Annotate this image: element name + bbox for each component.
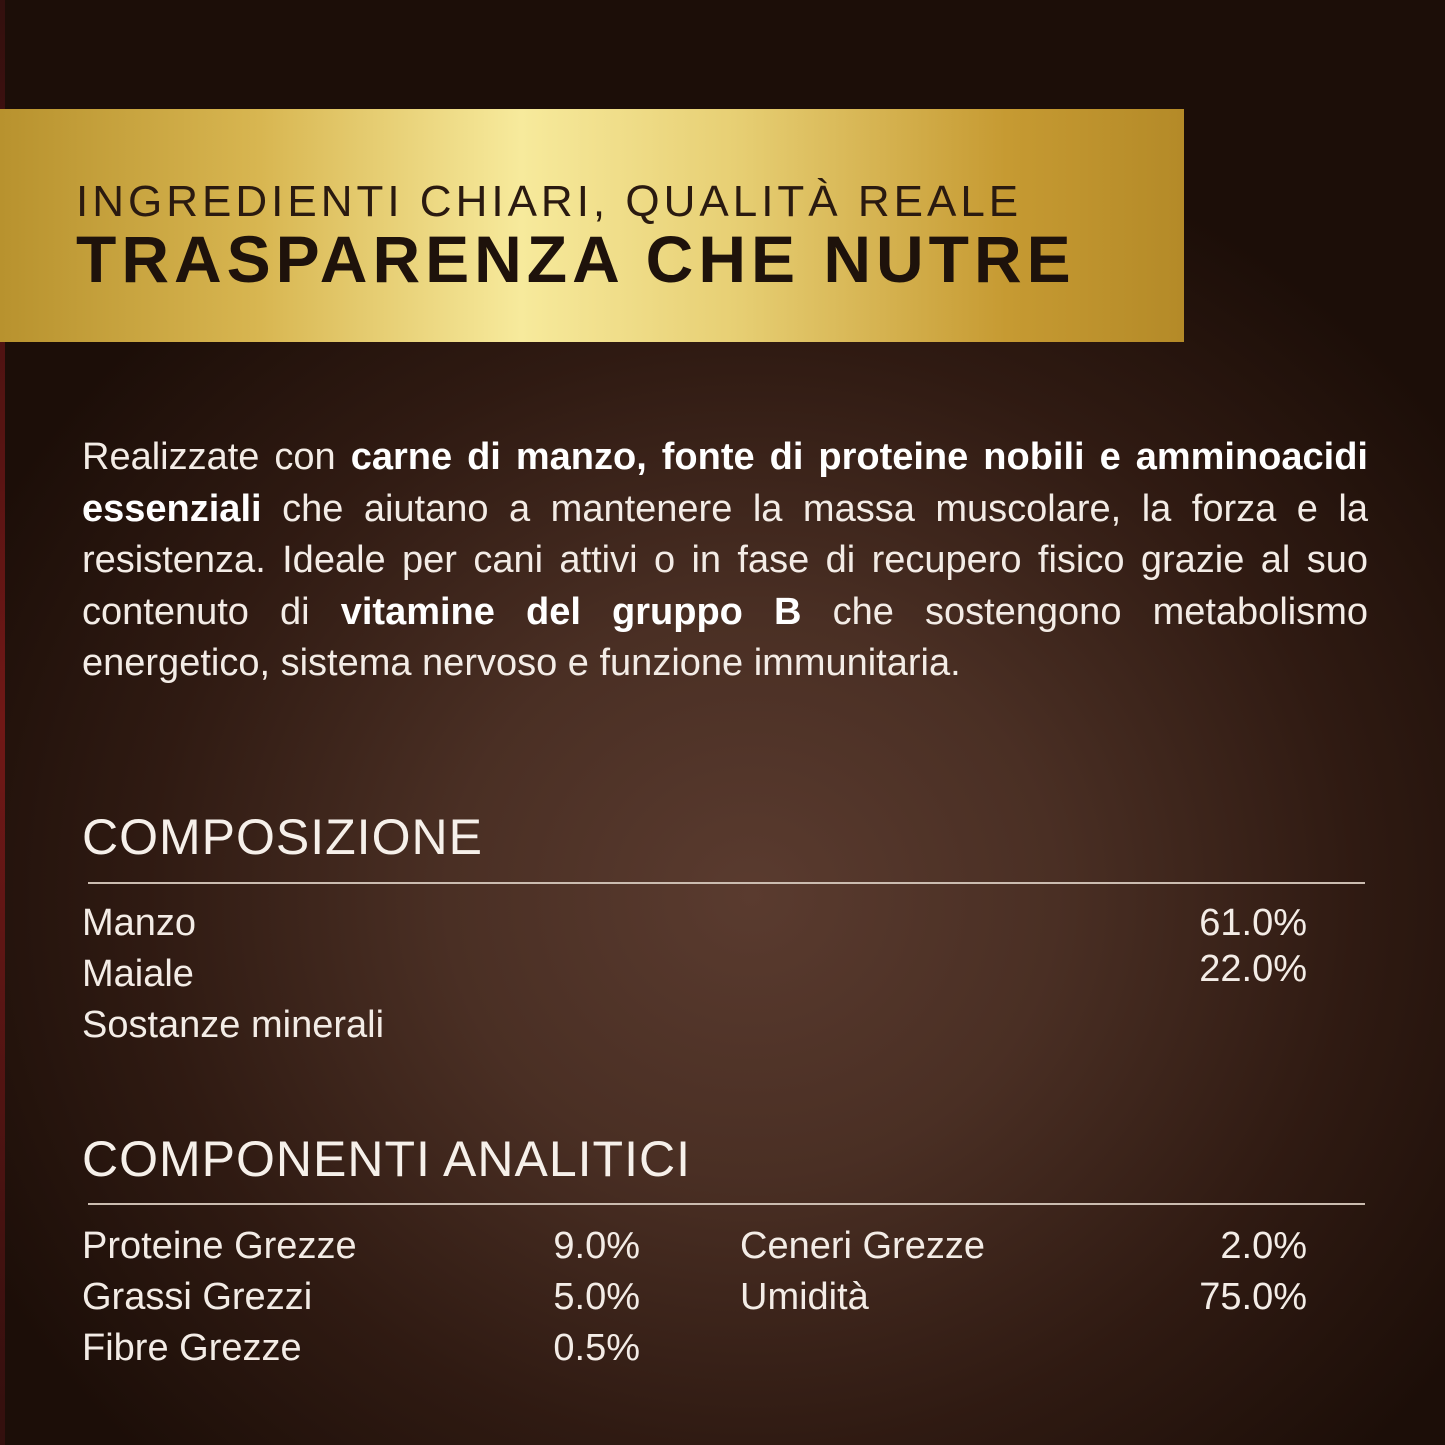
description-bold-text: carne di manzo, fonte di proteine nobili e amminoacidi essenziali: [82, 436, 1368, 530]
composition-divider: [88, 882, 1365, 884]
analytics-item-value: 2.0%: [1220, 1225, 1307, 1267]
description-text: Realizzate con: [82, 436, 351, 478]
banner-title: TRASPARENZA CHE NUTRE: [76, 222, 1076, 296]
analytics-item-value: 0.5%: [553, 1327, 640, 1369]
analytics-item-label: Umidità: [740, 1276, 869, 1318]
composition-item-value: 22.0%: [1199, 948, 1307, 990]
description-bold-text: vitamine del gruppo B: [340, 590, 802, 633]
description-text: che aiutano a mantenere la massa muscolare, la forza e la resistenza. Ideale per cani attivi o in fase di recupero fisico grazie al suo contenuto di: [82, 487, 1368, 633]
analytics-divider: [88, 1203, 1365, 1205]
analytics-item-label: Proteine Grezze: [82, 1225, 357, 1267]
composition-item-label: Maiale: [82, 953, 194, 995]
banner-subtitle: INGREDIENTI CHIARI, QUALITÀ REALE: [76, 177, 1023, 226]
composition-item-label: Manzo: [82, 902, 197, 944]
description-paragraph: [82, 432, 1368, 690]
analytics-item-value: 75.0%: [1199, 1276, 1307, 1318]
analytics-item-value: 9.0%: [553, 1225, 640, 1267]
analytics-item-value: 5.0%: [553, 1276, 640, 1318]
analytics-title: COMPONENTI ANALITICI: [82, 1131, 691, 1187]
analytics-item-label: Ceneri Grezze: [740, 1225, 985, 1267]
composition-item-label: Sostanze minerali: [82, 1004, 385, 1046]
gold-banner: [0, 109, 1184, 342]
composition-title: COMPOSIZIONE: [82, 809, 483, 865]
analytics-item-label: Fibre Grezze: [82, 1327, 302, 1369]
description-text: che sostengono metabolismo energetico, sistema nervoso e funzione immunitaria.: [82, 590, 1368, 684]
analytics-item-label: Grassi Grezzi: [82, 1276, 313, 1318]
composition-item-value: 61.0%: [1199, 902, 1307, 944]
